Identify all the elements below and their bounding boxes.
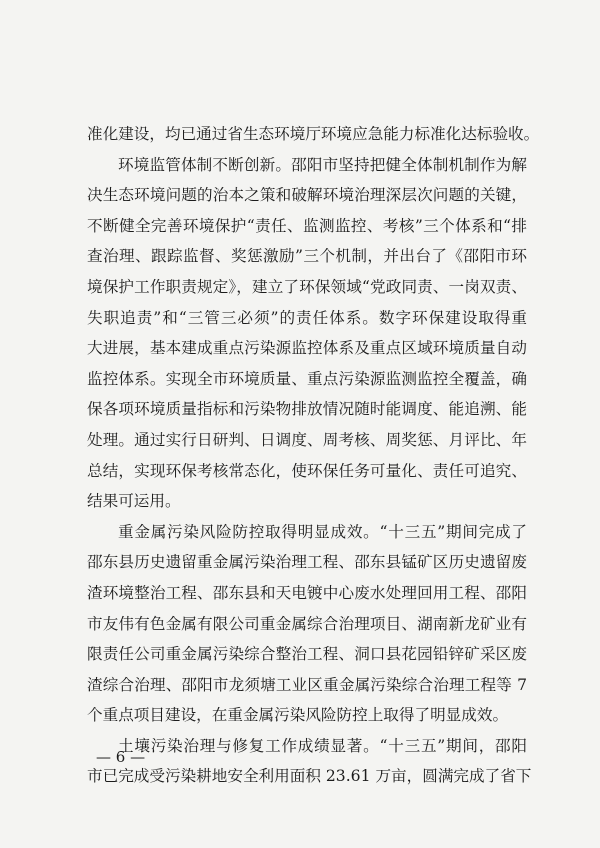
text-line: 准化建设，均已通过省生态环境厅环境应急能力标准化达标验收。 [87, 125, 540, 143]
text-line: 市已完成受污染耕地安全利用面积 23.61 万亩，圆满完成了省下 [87, 767, 532, 786]
text-line: 土壤污染治理与修复工作成绩显著。“十三五”期间，邵阳 [118, 736, 527, 755]
text-line: 个重点项目建设，在重金属污染风险防控上取得了明显成效。 [87, 706, 509, 725]
text-line: 境保护工作职责规定》，建立了环保领域“党政同责、一岗双责、 [87, 277, 527, 296]
text-line: 重金属污染风险防控取得明显成效。“十三五”期间完成了 [118, 522, 527, 541]
text-line: 渣环境整治工程、邵东县和天电镀中心废水处理回用工程、邵阳 [87, 583, 527, 602]
text-line: 总结，实现环保考核常态化，使环保任务可量化、责任可追究、 [87, 461, 527, 480]
page-number: — 6 — [96, 748, 146, 766]
text-line: 大进展，基本建成重点污染源监控体系及重点区域环境质量自动 [87, 339, 527, 358]
text-line: 限责任公司重金属污染综合整治工程、洞口县花园铅锌矿采区废 [87, 645, 527, 664]
body-text [87, 119, 540, 792]
text-line: 决生态环境问题的治本之策和破解环境治理深层次问题的关键， [87, 186, 527, 205]
text-line: 不断健全完善环境保护“责任、监测监控、考核”三个体系和“排 [87, 216, 527, 235]
text-line: 查治理、跟踪监督、奖惩激励”三个机制，并出台了《邵阳市环 [87, 247, 527, 266]
text-line: 市友伟有色金属有限公司重金属综合治理项目、湖南新龙矿业有 [87, 614, 527, 633]
text-line: 监控体系。实现全市环境质量、重点污染源监测监控全覆盖，确 [87, 369, 527, 388]
text-line: 结果可运用。 [87, 492, 181, 511]
text-line: 保各项环境质量指标和污染物排放情况随时能调度、能追溯、能 [87, 400, 527, 419]
text-line: 处理。通过实行日研判、日调度、周考核、周奖惩、月评比、年 [87, 430, 527, 449]
text-line: 失职追责”和“三管三必须”的责任体系。数字环保建设取得重 [87, 308, 527, 327]
text-line: 渣综合治理、邵阳市龙须塘工业区重金属污染综合治理工程等 7 [87, 675, 527, 694]
text-line: 环境监管体制不断创新。邵阳市坚持把健全体制机制作为解 [118, 155, 527, 174]
text-line: 邵东县历史遗留重金属污染治理工程、邵东县锰矿区历史遗留废 [87, 553, 527, 572]
